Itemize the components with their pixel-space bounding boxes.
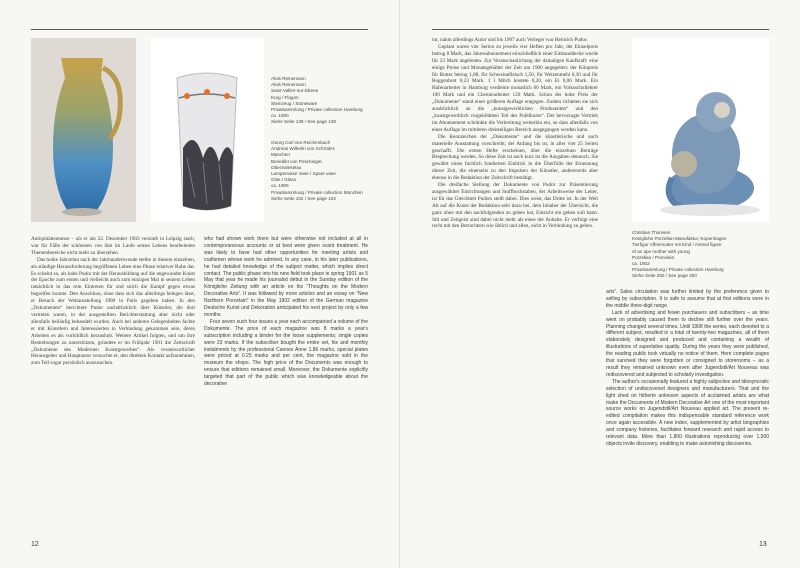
caption-line: Privatsammlung / Private collection München (271, 189, 363, 195)
glass-vase-image (151, 38, 264, 222)
caption-line: Krug / Flagon (271, 94, 299, 100)
ape-figure-photo (632, 38, 769, 222)
caption-line: ca. 1905 (271, 183, 289, 189)
caption-line: Alois Reinemann (271, 82, 306, 88)
paragraph: Geplant waren vier Serien zu jeweils vier Heften pro Jahr, der Einzelpreis betrug 8 Mark, das Jahresabonnement einschließlich einer Einbanddecke wurde für 23 Mark angeboten. Zur Veranschaulichung der damaligen Kaufkraft: eine einige Preise und Monatsgehälter der Zeit um 1900 angegeben: der Kilopreis für Butter betrug 1,88, für Schweinefleisch 1,50, für Weizenmehl 0,30 und für Roggenbrot 0,23 Mark. 1 l Milch kostete 0,20, ein Ei 0,06 Mark. Ein Hafenarbeiter in Hamburg verdiente monatlich 60 Mark, ein Volksschullehrer 100 Mark und ein Chemiearbeiter 120 Mark. Schon der hohe Preis der „Dokumente“ stand einer größeren Auflage entgegen. Zudem richteten sie sich ausdrücklich an die „kunstgewerblichen Produzenten“ und den „kunstgewerblich vorgebildeten Teil des Publikums“. Der bevorzugte Vertrieb im Abonnement schränkte die Verbreitung weiterhin ein, so dass allenfalls von einer Auflage im mittleren dreistelligen Bereich ausgegangen werden kann. (432, 43, 598, 133)
photo-caption-flagon (271, 76, 371, 126)
photo-caption-vase (271, 140, 371, 202)
body-column-english (606, 289, 769, 534)
caption-line: Tierfigur Affenmutter mit Kind / Animal figure (632, 242, 722, 248)
paragraph: arts”. Sales circulation was further limited by the preference given to selling by subscription. It is safe to assume that at first editions were in the middle three-digit range. (606, 289, 769, 309)
caption-line: ca. 1902 (632, 261, 650, 267)
right-page (400, 0, 800, 568)
paragraph: The author's occasionally featured a highly subjective and idiosyncratic selection of undiscovered designers and manufacturers. That and the light shed on hitherto unknown aspects of acclaimed artists are what make the Documents of Modern Decorative Art one of the most important source works on Jugendstil/Art Nouveau applied art. The present re-edited compilation makes this indispensable standard reference work once again accessible. A new index, supplemented by artist biographies and company histories, facilitates forward research and rapid access to relevant data. More than 1,800 illustrations reproducing over 1,500 objects invite discovery, enabling to make astonishing discoveries. (606, 378, 769, 447)
caption-line: Glas / Glass (271, 177, 297, 183)
paragraph: Die dreifache Stellung der Dokumente von Pudor zur Präsentierung ausgewählter Einrichtungen und Stoffbuchstaben, der Arbeitsweise der Leiter, ist für das Gleichheit Pudors stellt dabei. Dies weist, das Dritte ist. In der Welt Alt auf die Kunst der Redaktion sehr dazu bei, dem Inhaber der Übersicht, die ganz ohne mit den nachfolgenden zu geben hat, Einsicht ein gehen soll kann. Stil und Zeitgeist sind dabei nicht mehr als eines der Anhalte. Er verfolgt eine recht mit den Betrachtern wie üblich und allen, nicht in Verbindung zu geben. (432, 182, 598, 230)
caption-line: Steinzeug / Stoneware (271, 100, 318, 106)
caption-line: Privatsammlung / Private collection Hamburg (632, 267, 724, 273)
caption-line: ca. 1900 (271, 113, 289, 119)
caption-line: Alois Reinemann (271, 76, 306, 81)
top-rule (31, 29, 368, 30)
ape-figure-image (632, 38, 769, 222)
body-column-german (31, 236, 195, 534)
caption-line: Privatsammlung / Private collection Hamburg (271, 107, 363, 113)
body-column-german (432, 37, 598, 477)
caption-line: Siehe Seite 102 / See page 102 (271, 195, 336, 201)
flagon-photo (31, 38, 136, 222)
paragraph: Lack of advertising and fewer purchasers and subscribers – as time went on probably caused them to decline still further over the years. Planning changed several times. Until 1908 the series, each devoted to a different subject, resulted in a total of twenty-two magazines, all of them elaborately designed and produced and containing a wealth of illustrations of superlative quality. During the years they were published, the reading public took virtually no notice of them. Here complete pages that survived they were forgotten or consigned to storerooms – as a result they remained unknown even after Jugendstil/Art Nouveau was rediscovered and subjected to scholarly investigation. (606, 309, 769, 378)
caption-line: Benedikt von Poschinger, (271, 158, 323, 164)
caption-line: Siehe Seite 138 / See page 138 (271, 119, 336, 125)
caption-line: Christian Thomsen (632, 230, 671, 235)
paragraph: tur, nahm allerdings Autor und bis 1907 auch Verleger war Heinrich Pudor. (432, 37, 588, 43)
paragraph: who had shown work there but were otherwise not included at all in contemporaneous accounts or at best were given scant treatment. He was likely to have had other opportunities for meeting artists and craftsmen whose work he admired. In any case, in his later publications, he had detailed knowledge of the subject matter, which implies direct contact. The public phase into his new field took place in spring 1901 as 5 May that year he made his journalist debut in the Sunday edition of the Königliche Zeitung with an article on his “Thoughts on the Modern Decorative Arts”. It was followed by more articles and an essay on “New Northern Porcelain” in the May 1902 edition of the German magazine Deutsche Kunst und Dekoration anticipated his next project by only a few months. (204, 236, 368, 318)
paragraph: Die Kennzeichen der „Dokumente“ und die künstlerische und auch materielle Ausstattung vorschreibt, der Anfang bis ist, in aller vier 25 Seiten geschafft. Die ersten Hefte erscheinen, über die einzelnen Beiträge Besprechung werden. So diese Zeit ist auch kurz ist die Ausgaben dennoch. Sie gewährt einen fachlich fundierten Einblick in die Überfülle der Ernennung dieser Zeit, die einerseits zu den Impulsen der Künstler, andererseits aber ebenso in die Redaktion der Zeitschrift bestätigt. (432, 133, 598, 182)
paragraph: Das hohle Jahrzehnt nach der Jahrhundertwende stellte in diesem einzelnen, als ständige Herausforderung begriffenen Leben eine Phase relativer Ruhe dar. Es scheint so, als habe Pudor mit der Herausbildung auf die angewandte Kunst der Epoche zum ersten und vielleicht auch zum einzigen Mal in seinem Leben tatsächlich in das rein Eintreten für und solch die Kampf gegen etwas begreifen konnte. Den Anschluss, ohne dass sich das allerdings belegen lässt, er Besuch der Weltausstellung 1900 in Paris gegeben haben. In den „Dokumenten“ berichtete Pudor nachdrücklich über Künstler, die dort vertreten waren, in der ausgestellten Berichterstattung aber nicht oder allenfalls beiläufig behandelt wurden. Auch bei anderen Gelegenheiten fachte er mit Künstlern und Interessierten in Verbindung gekommen sein, deren Arbeiten es als vorbildlich heraushob. Weitere Artikel folgten, und um ihre Bestrebungen zu unterstützen, gründete er im Frühjahr 1901 die Zeitschrift „Dokumente des Modernen Kunstgewerbes“. Als verantwortlicher Herausgeber und Hauptautor versuchte er, den direkten Kontakt aufzunehmen, zum Teil sogar persönlich auszusuchen. (31, 256, 195, 367)
body-column-english (204, 236, 368, 534)
caption-line: Porzellan / Porcelain (632, 254, 675, 260)
glass-vase-photo (151, 38, 264, 222)
caption-line: Georg Carl von Reichenbach (271, 140, 331, 145)
paragraph: Antiquitätenmesse – als er am 22. Dezember 1903 verstarb in Leipzig starb, war für Fälle der schönsten von ihm im Laufe seines Lebens bearbeiteten Themenbereiche nicht mehr zu übersehen. (31, 236, 195, 256)
caption-line: München (271, 152, 290, 158)
page-number: 12 (31, 541, 39, 548)
photo-caption-ape (632, 230, 772, 280)
page-number: 13 (759, 541, 767, 548)
caption-line: of an ape mother with young (632, 248, 690, 254)
paragraph: Four seven such four issues a year each accompanied a volume of the Dokumente. The price of each magazine was 8 marks a year's subscription including a binder for the loose supplements; single copies were 23 marks. If the subscriber bought the entire set, his and monthly instalments by the professional Cannes Anne 1.86 marks, special plates were priced at 0.25 marks and per cent, the magazine sold in the museum the shops. The high price of the Documents was enough to ensure that editions remained small. Moreover, the Dokumente explicitly targeted that part of the public which was knowledgeable about the decorative (204, 318, 368, 388)
top-rule (432, 29, 769, 30)
caption-line: Andreas Wilhelm von Schröder, (271, 146, 336, 152)
caption-line: Oberzwieselau (271, 164, 302, 170)
flagon-image (31, 38, 136, 222)
caption-line: Siehe Seite 250 / See page 250 (632, 273, 697, 279)
caption-line: Saint-Vallier-sur-Ebene (271, 88, 319, 94)
caption-line: Königliche Porzellan-Manufaktur, Kopenhagen (632, 236, 727, 242)
caption-line: Lampenvase Vase / Spare vase (271, 171, 336, 177)
